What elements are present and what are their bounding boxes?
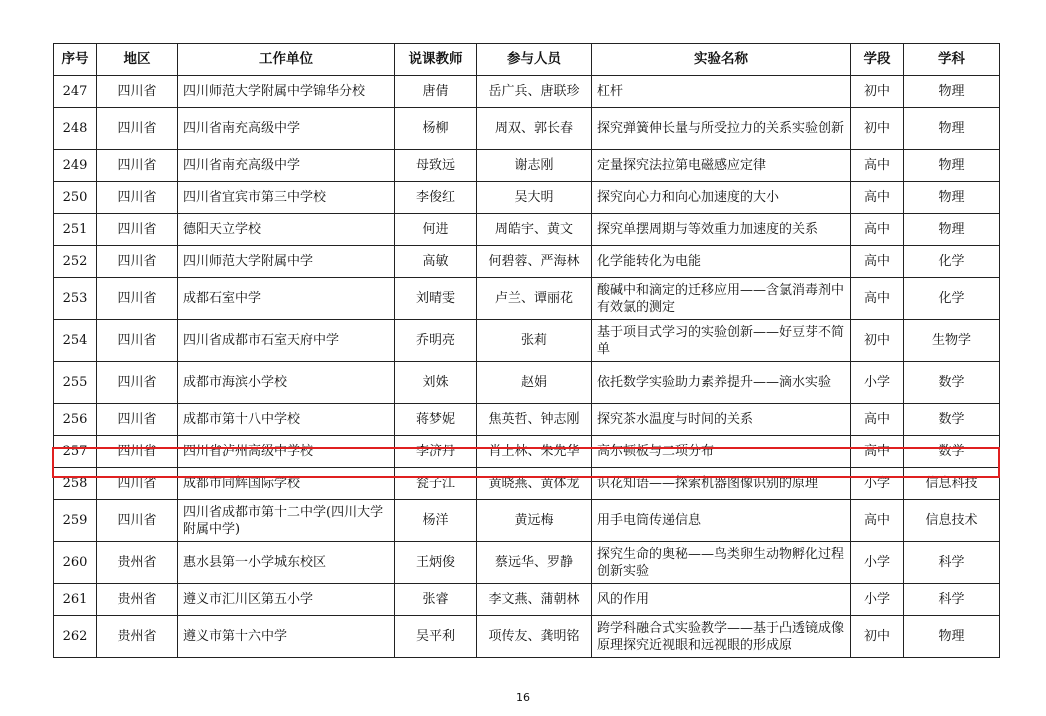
cell-subject: 物理 [904, 214, 1000, 246]
header-serial: 序号 [54, 44, 97, 76]
cell-region: 四川省 [97, 500, 178, 542]
cell-subject: 信息科技 [904, 468, 1000, 500]
cell-serial: 254 [54, 320, 97, 362]
cell-subject: 数学 [904, 404, 1000, 436]
table-row [54, 76, 1000, 108]
cell-teacher: 高敏 [395, 246, 477, 278]
cell-region: 四川省 [97, 362, 178, 404]
cell-serial: 250 [54, 182, 97, 214]
cell-participants: 卢兰、谭丽花 [477, 278, 592, 320]
cell-work-unit: 成都石室中学 [178, 278, 395, 320]
cell-experiment: 定量探究法拉第电磁感应定律 [592, 150, 851, 182]
cell-stage: 高中 [851, 246, 904, 278]
cell-subject: 信息技术 [904, 500, 1000, 542]
cell-serial: 261 [54, 584, 97, 616]
cell-participants: 吴大明 [477, 182, 592, 214]
cell-stage: 小学 [851, 362, 904, 404]
cell-region: 四川省 [97, 404, 178, 436]
cell-experiment: 化学能转化为电能 [592, 246, 851, 278]
cell-participants: 焦英哲、钟志刚 [477, 404, 592, 436]
cell-subject: 物理 [904, 76, 1000, 108]
table-row [54, 542, 1000, 584]
cell-work-unit: 四川省南充高级中学 [178, 108, 395, 150]
header-experiment: 实验名称 [592, 44, 851, 76]
cell-work-unit: 惠水县第一小学城东校区 [178, 542, 395, 584]
cell-experiment: 探究弹簧伸长量与所受拉力的关系实验创新 [592, 108, 851, 150]
cell-subject: 物理 [904, 616, 1000, 658]
cell-participants: 肖上林、朱先华 [477, 436, 592, 468]
cell-region: 四川省 [97, 320, 178, 362]
table-row [54, 362, 1000, 404]
cell-experiment: 探究生命的奥秘——鸟类卵生动物孵化过程创新实验 [592, 542, 851, 584]
cell-stage: 小学 [851, 542, 904, 584]
table-row [54, 468, 1000, 500]
cell-teacher: 刘姝 [395, 362, 477, 404]
cell-stage: 高中 [851, 278, 904, 320]
cell-subject: 化学 [904, 246, 1000, 278]
cell-participants: 黄远梅 [477, 500, 592, 542]
cell-subject: 物理 [904, 108, 1000, 150]
cell-teacher: 瓮子江 [395, 468, 477, 500]
cell-work-unit: 德阳天立学校 [178, 214, 395, 246]
cell-stage: 初中 [851, 616, 904, 658]
cell-subject: 科学 [904, 584, 1000, 616]
cell-serial: 248 [54, 108, 97, 150]
table-header-row [54, 44, 1000, 76]
cell-participants: 李文燕、蒲朝林 [477, 584, 592, 616]
cell-participants: 张莉 [477, 320, 592, 362]
cell-teacher: 乔明亮 [395, 320, 477, 362]
header-participants: 参与人员 [477, 44, 592, 76]
cell-work-unit: 四川省成都市石室天府中学 [178, 320, 395, 362]
cell-work-unit: 四川省南充高级中学 [178, 150, 395, 182]
cell-region: 四川省 [97, 278, 178, 320]
cell-stage: 高中 [851, 404, 904, 436]
cell-region: 四川省 [97, 76, 178, 108]
cell-work-unit: 遵义市第十六中学 [178, 616, 395, 658]
cell-region: 四川省 [97, 246, 178, 278]
cell-serial: 260 [54, 542, 97, 584]
cell-participants: 黄晓燕、黄体龙 [477, 468, 592, 500]
cell-stage: 高中 [851, 214, 904, 246]
cell-teacher: 刘晴雯 [395, 278, 477, 320]
header-teacher: 说课教师 [395, 44, 477, 76]
table-row [54, 214, 1000, 246]
table-row-highlighted [54, 436, 1000, 468]
table-row [54, 278, 1000, 320]
cell-region: 四川省 [97, 108, 178, 150]
cell-region: 四川省 [97, 436, 178, 468]
cell-region: 四川省 [97, 214, 178, 246]
cell-experiment: 探究向心力和向心加速度的大小 [592, 182, 851, 214]
cell-serial: 247 [54, 76, 97, 108]
cell-participants: 岳广兵、唐联珍 [477, 76, 592, 108]
cell-serial: 259 [54, 500, 97, 542]
cell-experiment: 高尔顿板与二项分布 [592, 436, 851, 468]
table-row [54, 182, 1000, 214]
cell-experiment: 探究茶水温度与时间的关系 [592, 404, 851, 436]
cell-subject: 数学 [904, 362, 1000, 404]
cell-experiment: 基于项目式学习的实验创新——好豆芽不简单 [592, 320, 851, 362]
cell-experiment: 探究单摆周期与等效重力加速度的关系 [592, 214, 851, 246]
cell-teacher: 何进 [395, 214, 477, 246]
cell-teacher: 吴平利 [395, 616, 477, 658]
cell-serial: 249 [54, 150, 97, 182]
cell-serial: 252 [54, 246, 97, 278]
header-stage: 学段 [851, 44, 904, 76]
cell-stage: 初中 [851, 76, 904, 108]
cell-participants: 谢志刚 [477, 150, 592, 182]
cell-experiment: 依托数学实验助力素养提升——滴水实验 [592, 362, 851, 404]
cell-participants: 何碧蓉、严海林 [477, 246, 592, 278]
cell-serial: 257 [54, 436, 97, 468]
cell-teacher: 张睿 [395, 584, 477, 616]
cell-work-unit: 成都市第十八中学校 [178, 404, 395, 436]
cell-subject: 物理 [904, 182, 1000, 214]
table-row [54, 584, 1000, 616]
cell-work-unit: 四川省泸州高级中学校 [178, 436, 395, 468]
cell-stage: 初中 [851, 108, 904, 150]
cell-participants: 赵娟 [477, 362, 592, 404]
page-number: 16 [516, 691, 530, 704]
table-row [54, 500, 1000, 542]
cell-teacher: 唐倩 [395, 76, 477, 108]
results-table [53, 43, 1000, 658]
cell-teacher: 杨柳 [395, 108, 477, 150]
cell-work-unit: 四川省宜宾市第三中学校 [178, 182, 395, 214]
cell-region: 贵州省 [97, 584, 178, 616]
cell-stage: 高中 [851, 182, 904, 214]
cell-experiment: 风的作用 [592, 584, 851, 616]
header-work-unit: 工作单位 [178, 44, 395, 76]
header-region: 地区 [97, 44, 178, 76]
cell-subject: 物理 [904, 150, 1000, 182]
cell-region: 四川省 [97, 150, 178, 182]
cell-subject: 数学 [904, 436, 1000, 468]
cell-stage: 高中 [851, 436, 904, 468]
cell-subject: 化学 [904, 278, 1000, 320]
table-row [54, 150, 1000, 182]
cell-work-unit: 四川师范大学附属中学锦华分校 [178, 76, 395, 108]
cell-stage: 高中 [851, 500, 904, 542]
cell-region: 四川省 [97, 468, 178, 500]
cell-work-unit: 四川师范大学附属中学 [178, 246, 395, 278]
cell-work-unit: 四川省成都市第十二中学(四川大学附属中学) [178, 500, 395, 542]
cell-experiment: 用手电筒传递信息 [592, 500, 851, 542]
cell-teacher: 杨洋 [395, 500, 477, 542]
cell-participants: 项传友、龚明铭 [477, 616, 592, 658]
cell-serial: 258 [54, 468, 97, 500]
table-row [54, 616, 1000, 658]
cell-work-unit: 成都市海滨小学校 [178, 362, 395, 404]
cell-teacher: 母致远 [395, 150, 477, 182]
cell-serial: 256 [54, 404, 97, 436]
cell-stage: 高中 [851, 150, 904, 182]
table-row [54, 246, 1000, 278]
cell-serial: 253 [54, 278, 97, 320]
cell-region: 贵州省 [97, 616, 178, 658]
cell-experiment: 跨学科融合式实验教学——基于凸透镜成像原理探究近视眼和远视眼的形成原 [592, 616, 851, 658]
cell-stage: 小学 [851, 584, 904, 616]
cell-stage: 小学 [851, 468, 904, 500]
cell-participants: 周皓宇、黄文 [477, 214, 592, 246]
cell-subject: 科学 [904, 542, 1000, 584]
cell-work-unit: 遵义市汇川区第五小学 [178, 584, 395, 616]
cell-participants: 蔡远华、罗静 [477, 542, 592, 584]
table-row [54, 320, 1000, 362]
cell-subject: 生物学 [904, 320, 1000, 362]
cell-teacher: 蒋梦妮 [395, 404, 477, 436]
table-row [54, 108, 1000, 150]
header-subject: 学科 [904, 44, 1000, 76]
cell-region: 贵州省 [97, 542, 178, 584]
cell-serial: 262 [54, 616, 97, 658]
cell-teacher: 李济丹 [395, 436, 477, 468]
cell-serial: 255 [54, 362, 97, 404]
cell-teacher: 王炳俊 [395, 542, 477, 584]
cell-participants: 周双、郭长春 [477, 108, 592, 150]
cell-experiment: 酸碱中和滴定的迁移应用——含氯消毒剂中有效氯的测定 [592, 278, 851, 320]
cell-serial: 251 [54, 214, 97, 246]
cell-experiment: 杠杆 [592, 76, 851, 108]
cell-stage: 初中 [851, 320, 904, 362]
cell-region: 四川省 [97, 182, 178, 214]
table-row [54, 404, 1000, 436]
cell-work-unit: 成都市同辉国际学校 [178, 468, 395, 500]
cell-teacher: 李俊红 [395, 182, 477, 214]
cell-experiment: 识花知语——探索机器图像识别的原理 [592, 468, 851, 500]
